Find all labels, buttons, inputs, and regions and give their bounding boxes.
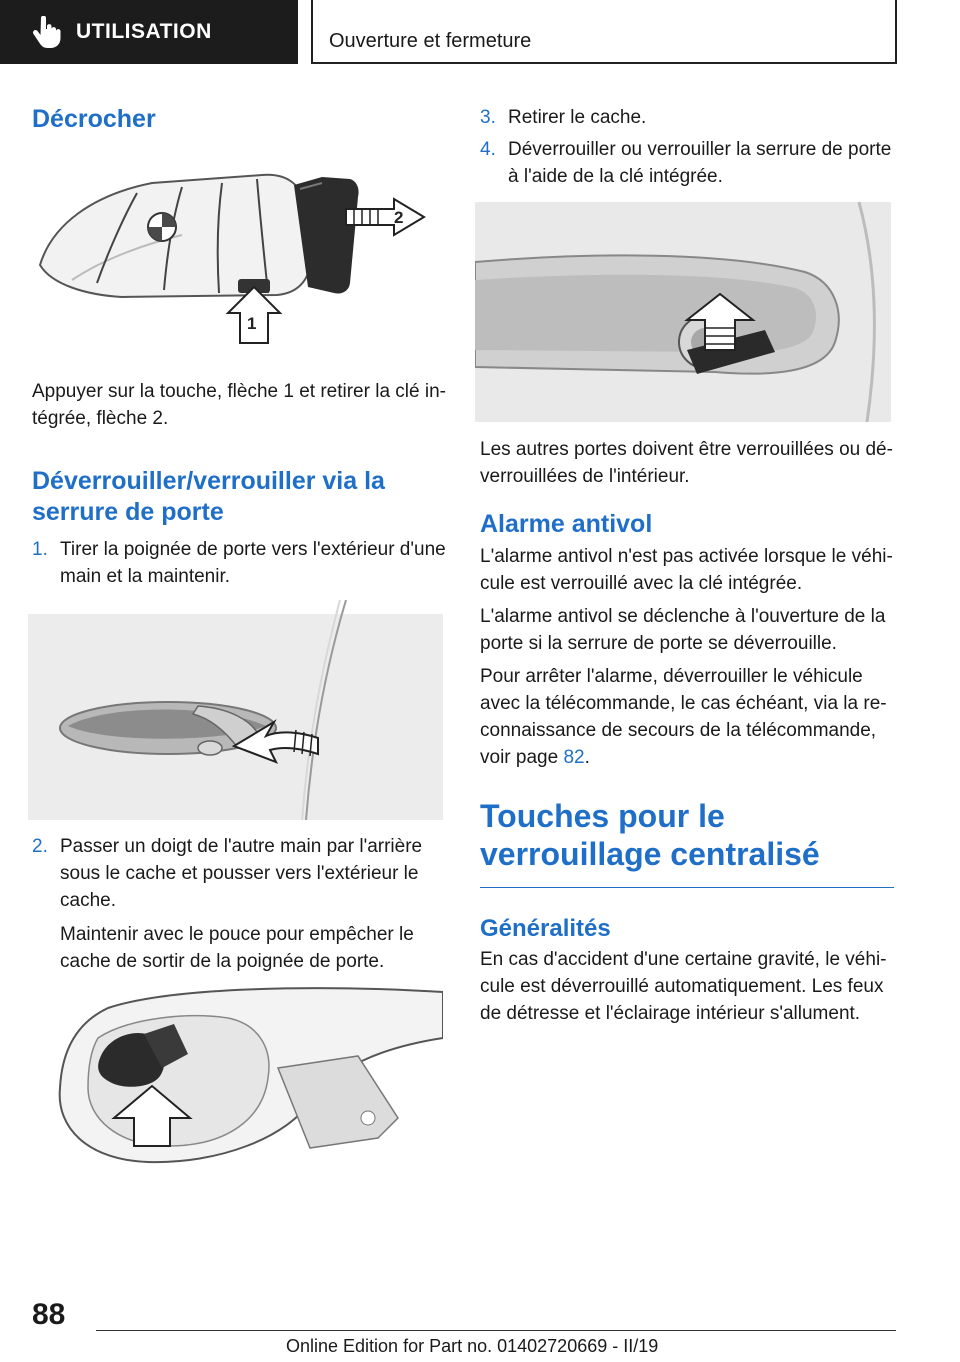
step-number: 3. [480, 107, 496, 128]
page-link-82[interactable]: 82 [563, 747, 585, 768]
figure-key-fob [32, 165, 446, 350]
arrow-label-2: 2 [394, 208, 404, 227]
arrow-label-1: 1 [247, 314, 257, 333]
footer-edition: Online Edition for Part no. 01402720669 - II/19 [286, 1336, 659, 1356]
right-column-steps [480, 104, 894, 190]
heading-alarme: Alarme antivol [480, 510, 653, 538]
heading-touches: Touches pour le verrouillage centralisé [480, 798, 820, 872]
hand-pointer-icon [32, 16, 62, 48]
chapter-header [311, 0, 897, 64]
list-item-step-1 [32, 536, 446, 590]
step-text: Tirer la poignée de porte vers l'extérieur d'une main et la maintenir. [60, 539, 446, 587]
paragraph-generalites: En cas d'accident d'une certaine gravité, le véhi-cule est déverrouillé automatiquement. Les feux de détresse et l'éclairage intérieur s'allument. [480, 949, 887, 1024]
step-number: 1. [32, 539, 48, 560]
section-step-2 [32, 833, 446, 975]
heading-decrocher: Décrocher [32, 105, 156, 133]
paragraph-autres-portes: Les autres portes doivent être verrouillées ou dé-verrouillées de l'intérieur. [480, 439, 893, 487]
heading-deverrouiller: Déverrouiller/verrouiller via la serrure de porte [32, 467, 385, 526]
step-number: 4. [480, 139, 496, 160]
step-text: Passer un doigt de l'autre main par l'arrière sous le cache et pousser vers l'extérieur le cache. [60, 836, 423, 911]
paragraph-alarme-1: L'alarme antivol n'est pas activée lorsque le véhi-cule est verrouillé avec la clé intégrée. [480, 546, 893, 594]
paragraph-appuyer: Appuyer sur la touche, flèche 1 et retirer la clé in-tégrée, flèche 2. [32, 381, 446, 429]
chapter-title: Ouverture et fermeture [329, 30, 532, 52]
list-item-step-2 [32, 833, 446, 914]
left-column [32, 100, 446, 136]
text-block-appuyer [32, 378, 446, 432]
section-deverrouiller [32, 466, 446, 590]
section-tab [0, 0, 298, 64]
paragraph-alarme-2: L'alarme antivol se déclenche à l'ouverture de la porte si la serrure de porte se déverrouille. [480, 606, 886, 654]
heading-underline [480, 887, 894, 888]
footer-divider [96, 1330, 896, 1331]
figure-cache [48, 978, 443, 1171]
step-number: 2. [32, 836, 48, 857]
alarme-3-period: . [584, 747, 590, 768]
page-number: 88 [32, 1298, 66, 1331]
heading-generalites: Généralités [480, 915, 611, 942]
list-item-step-3 [480, 104, 894, 131]
figure-door-handle [28, 600, 443, 820]
step-text: Déverrouiller ou verrouiller la serrure de porte à l'aide de la clé intégrée. [508, 139, 892, 187]
step-note-text: Maintenir avec le pouce pour empêcher le cache de sortir de la poignée de porte. [60, 924, 414, 972]
alarme-3-text: Pour arrêter l'alarme, déverrouiller le véhicule avec la télécommande, le cas échéant, via la re-connaissance de secours de la télécommande, voir page [480, 666, 887, 768]
section-tab-label: UTILISATION [76, 20, 212, 43]
step-2-note [32, 921, 446, 975]
list-item-step-4 [480, 136, 894, 190]
figure-door-lock [475, 202, 891, 422]
step-text: Retirer le cache. [508, 107, 647, 128]
paragraph-alarme-3 [480, 663, 894, 771]
right-column-body [480, 436, 894, 1027]
